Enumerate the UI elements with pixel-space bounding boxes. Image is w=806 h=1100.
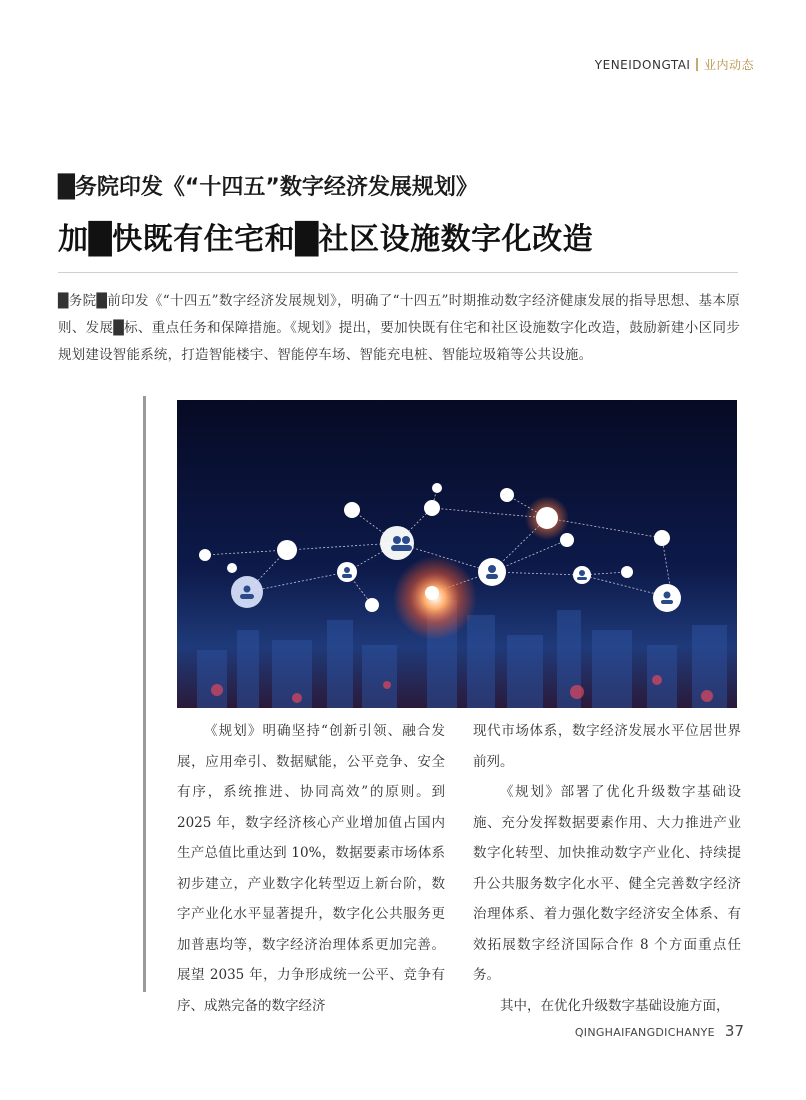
page-number: 37 [724,1022,744,1040]
header-brand: YENEIDONGTAI [594,57,691,72]
paragraph: 《规划》部署了优化升级数字基础设施、充分发挥数据要素作用、大力推进产业数字化转型、加快推动数字产业化、持续提升公共服务数字化水平、健全完善数字经济治理体系、着力强化数字经济安全体系、有效拓展数字经济国际合作 8 个方面重点任务。 [473,784,741,983]
header-divider [696,58,698,71]
page-header [595,56,754,73]
paragraph: 《规划》明确坚持“创新引领、融合发展，应用牵引、数据赋能，公平竞争、安全有序，系统推进、协同高效”的原则。到 2025 年，数字经济核心产业增加值占国内生产总值比重达到 10%，数据要素市场体系初步建立，产业数字化转型迈上新台阶，数字产业化水平显著提升，数字化公共服务更加普惠均等，数字经济治理体系更加完善。展望 2035 年，力争形成统一公平、竞争有序、成熟完备的数字经济 [177,723,445,1014]
paragraph-continued: 现代市场体系，数字经济发展水平位居世界前列。 [473,723,741,770]
magazine-name: QINGHAIFANGDICHANYE [574,1026,715,1039]
article-subtitle: █务院印发《“十四五”数字经济发展规划》 [58,175,478,200]
article-title: 加█快既有住宅和█社区设施数字化改造 [58,222,594,257]
title-divider [58,272,738,273]
column-right [473,716,741,1021]
column-left [177,716,445,1021]
article-lead: █务院█前印发《“十四五”数字经济发展规划》，明确了“十四五”时期推动数字经济健康发展的指导思想、基本原则、发展█标、重点任务和保障措施。《规划》提出，要加快既有住宅和社区设施数字化改造，鼓励新建小区同步规划建设智能系统，打造智能楼宇、智能停车场、智能充电桩、智能垃圾箱等公共设施。 [58,293,740,363]
header-section: 业内动态 [703,58,754,72]
network-illustration [177,400,737,708]
decorative-side-bar [143,396,146,992]
page-footer [575,1022,744,1040]
paragraph: 其中，在优化升级数字基础设施方面， [500,997,730,1014]
